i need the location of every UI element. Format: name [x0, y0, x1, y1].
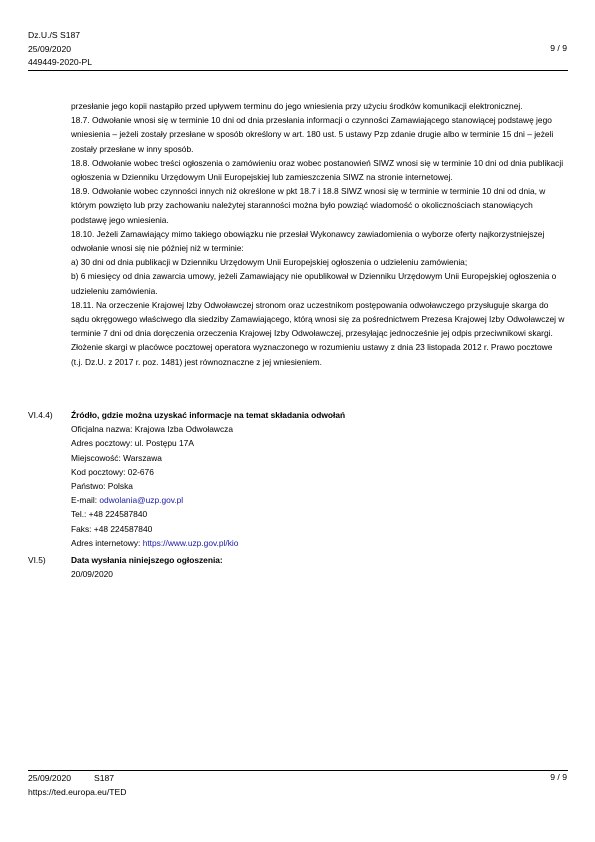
fax: Faks: +48 224587840 [71, 523, 153, 534]
dispatch-date: 20/09/2020 [71, 569, 113, 580]
phone: Tel.: +48 224587840 [71, 509, 148, 520]
footer-page-number: 9 / 9 [550, 772, 567, 782]
header-divider [28, 70, 568, 71]
website-link[interactable]: https://www.uzp.gov.pl/kio [142, 537, 239, 548]
paragraph: 18.8. Odwołanie wobec treści ogłoszenia o zamówieniu oraz wobec postanowień SIWZ wnosi się w terminie 10 dni od dnia publikacji ogłoszenia w Dzienniku Urzędowym Unii Europejskiej lub zamieszczenia SIWZ na stronie internetowej. [71, 157, 564, 183]
footer-url[interactable]: https://ted.europa.eu/TED [28, 786, 127, 797]
email-row [71, 493, 568, 507]
postal-code: Kod pocztowy: 02-676 [71, 466, 154, 477]
paragraph: 18.7. Odwołanie wnosi się w terminie 10 dni od dnia przesłania informacji o czynności Zamawiającego stanowiącej podstawę jego wniesienia – jeżeli zostały przesłane w sposób określony w art. 180 ust. 5 ustawy Pzp zdanie drugie albo w terminie 15 dni – jeżeli zostały przesłane w inny sposób. [71, 115, 554, 154]
section-number: VI.4.4) [28, 410, 53, 420]
paragraph: 18.11. Na orzeczenie Krajowej Izby Odwoławczej stronom oraz uczestnikom postępowania odwoławczego przysługuje skarga do sądu okręgowego właściwego dla siedziby Zamawiającego, którą wnosi się za pośrednictwem Prezesa Krajowej Izby Odwoławczej w terminie 7 dni od dnia doręczenia orzeczenia Krajowej Izby Odwoławczej, przesyłając jednocześnie jej odpis przeciwnikowi skargi. Złożenie skargi w placówce pocztowej operatora wyznaczonego w rozumieniu ustawy z dnia 23 listopada 2012 r. Prawo pocztowe (t.j. Dz.U. z 2017 r. poz. 1481) jest równoznaczne z jej wniesieniem. [71, 299, 565, 367]
paragraph: 18.10. Jeżeli Zamawiający mimo takiego obowiązku nie przesłał Wykonawcy zawiadomienia o wyborze oferty najkorzystniejszej odwołanie wnosi się nie później niż w terminie: [71, 228, 545, 254]
email-label: E-mail: [71, 495, 100, 506]
website-label: Adres internetowy: [71, 537, 143, 548]
footer-divider [28, 770, 568, 771]
paragraph: 18.9. Odwołanie wobec czynności innych niż określone w pkt 18.7 i 18.8 SIWZ wnosi się w terminie w terminie 10 dni od dnia, w którym powzięto lub przy zachowaniu należytej staranności można było powziąć wiadomość o okolicznościach stanowiących podstawę jego wniesienia. [71, 186, 546, 225]
notice-number: 449449-2020-PL [28, 57, 93, 68]
section-appeals-info [28, 408, 568, 550]
section-number: VI.5) [28, 555, 46, 565]
document-footer [28, 772, 126, 799]
header-page-number: 9 / 9 [550, 43, 567, 53]
email-link[interactable]: odwolania@uzp.gov.pl [99, 495, 184, 506]
section-title: Źródło, gdzie można uzyskać informacje na temat składania odwołań [71, 410, 346, 420]
section-title: Data wysłania niniejszego ogłoszenia: [71, 555, 223, 565]
section-dispatch-date [28, 553, 568, 581]
official-name: Oficjalna nazwa: Krajowa Izba Odwoławcza [71, 424, 233, 435]
document-header [28, 29, 92, 70]
city: Miejscowość: Warszawa [71, 452, 162, 463]
website-row [71, 536, 568, 550]
paragraph: przesłanie jego kopii nastąpiło przed upływem terminu do jego wniesienia przy użyciu środków komunikacji elektronicznej. [71, 101, 523, 111]
footer-date: 25/09/2020 [28, 773, 72, 783]
country: Państwo: Polska [71, 481, 133, 492]
paragraph: a) 30 dni od dnia publikacji w Dzienniku Urzędowym Unii Europejskiej ogłoszenia o udzieleniu zamówienia; [71, 257, 468, 268]
body-text [71, 99, 566, 369]
journal-reference: Dz.U./S S187 [28, 30, 81, 40]
postal-address: Adres pocztowy: ul. Postępu 17A [71, 438, 194, 449]
paragraph: b) 6 miesięcy od dnia zawarcia umowy, jeżeli Zamawiający nie opublikował w Dzienniku Urzędowym Unii Europejskiej ogłoszenia o udzieleniu zamówienia. [71, 271, 557, 296]
publication-date: 25/09/2020 [28, 43, 72, 54]
footer-code: S187 [94, 773, 115, 783]
